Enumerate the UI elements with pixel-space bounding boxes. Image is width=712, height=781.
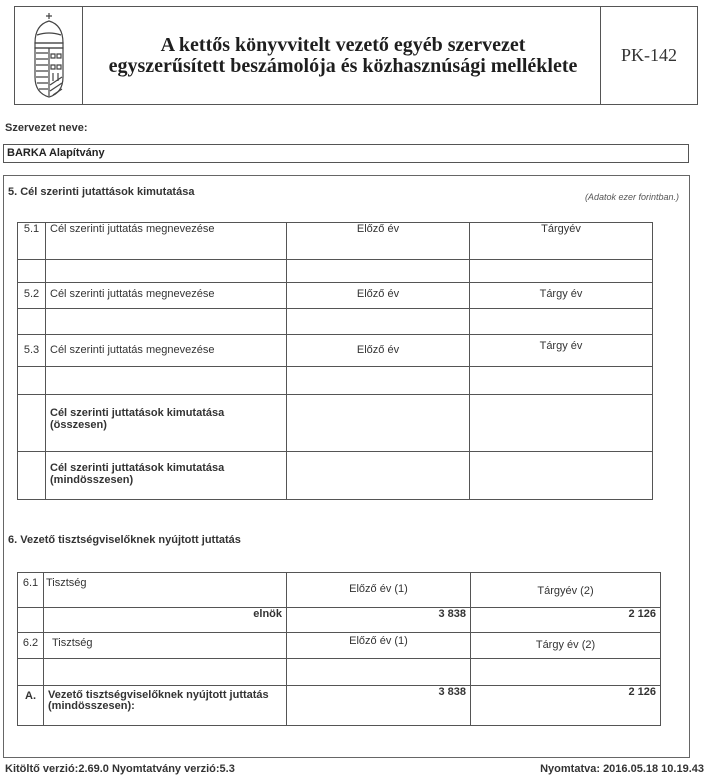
empty-cell (18, 395, 46, 452)
position-value[interactable] (44, 659, 287, 686)
position-value[interactable]: elnök (44, 608, 287, 633)
row-label: Cél szerinti juttatás megnevezése (46, 223, 287, 260)
table-row-6-2-values (18, 659, 661, 686)
form-code: PK-142 (600, 7, 697, 104)
total-curr-cell[interactable]: 2 126 (471, 686, 661, 726)
name-value-cell[interactable] (46, 260, 287, 283)
column-prev-year: Előző év (287, 223, 470, 260)
name-value-cell[interactable] (46, 367, 287, 395)
emblem-cell (15, 7, 83, 104)
empty-cell (18, 309, 46, 335)
total-prev-cell[interactable]: 3 838 (287, 686, 471, 726)
total-label: Vezető tisztségviselőknek nyújtott juttatás (mindösszesen): (44, 686, 287, 726)
column-prev-year: Előző év (287, 283, 470, 309)
table-row-6-total (18, 686, 661, 726)
empty-cell (18, 659, 44, 686)
row-number: 5.2 (18, 283, 46, 309)
row-label: Tisztség (44, 573, 287, 608)
curr-value-cell[interactable] (470, 260, 653, 283)
prev-value-cell[interactable] (287, 260, 470, 283)
version-info: Kitöltő verzió:2.69.0 Nyomtatvány verzió:5.3 (5, 763, 235, 775)
column-prev-year: Előző év (1) (287, 633, 471, 659)
prev-value-cell[interactable] (287, 659, 471, 686)
title-line-1: A kettős könyvvitelt vezető egyéb szervezet (160, 33, 526, 56)
column-current-year: Tárgy év (2) (471, 633, 661, 659)
hungarian-coat-of-arms-icon (15, 7, 83, 104)
total-label: Cél szerinti juttatások kimutatása (összesen) (46, 395, 287, 452)
empty-cell (18, 608, 44, 633)
row-number: 6.1 (18, 573, 44, 608)
row-number: 5.3 (18, 335, 46, 367)
row-label: Tisztség (44, 633, 287, 659)
prev-value-cell[interactable]: 3 838 (287, 608, 471, 633)
empty-cell (18, 260, 46, 283)
organization-name-field[interactable]: BARKA Alapítvány (3, 144, 689, 163)
total-prev-cell[interactable] (287, 395, 470, 452)
table-row-5-grand-total (18, 452, 653, 500)
row-number: 5.1 (18, 223, 46, 260)
table-row-5-total (18, 395, 653, 452)
total-curr-cell[interactable] (470, 395, 653, 452)
title-line-2: egyszerűsített beszámolója és közhasznúsági melléklete (108, 54, 578, 77)
row-number: 6.2 (18, 633, 44, 659)
curr-value-cell[interactable] (470, 309, 653, 335)
table-row-6-1-values (18, 608, 661, 633)
grand-total-curr-cell[interactable] (470, 452, 653, 500)
grand-total-prev-cell[interactable] (287, 452, 470, 500)
column-current-year: Tárgy év (470, 335, 653, 367)
table-row-5-1-values (18, 260, 653, 283)
organization-label: Szervezet neve: (5, 122, 88, 134)
grand-total-label: Cél szerinti juttatások kimutatása (mindösszesen) (46, 452, 287, 500)
prev-value-cell[interactable] (287, 309, 470, 335)
prev-value-cell[interactable] (287, 367, 470, 395)
form-header (14, 6, 698, 105)
table-row-5-1-header (18, 223, 653, 260)
unit-note: (Adatok ezer forintban.) (584, 192, 679, 202)
table-row-6-1-header (18, 573, 661, 608)
table-row-5-2-header (18, 283, 653, 309)
table-row-6-2-header (18, 633, 661, 659)
print-timestamp: Nyomtatva: 2016.05.18 10.19.43 (540, 763, 704, 775)
curr-value-cell[interactable]: 2 126 (471, 608, 661, 633)
section-6-table (17, 572, 661, 726)
empty-cell (18, 367, 46, 395)
column-prev-year: Előző év (287, 335, 470, 367)
name-value-cell[interactable] (46, 309, 287, 335)
row-label: Cél szerinti juttatás megnevezése (46, 335, 287, 367)
table-row-5-3-header (18, 335, 653, 367)
table-row-5-3-values (18, 367, 653, 395)
empty-cell (18, 452, 46, 500)
column-prev-year: Előző év (1) (287, 573, 471, 608)
section-6-title: 6. Vezető tisztségviselőknek nyújtott juttatás (8, 534, 241, 546)
row-number: A. (18, 686, 44, 726)
curr-value-cell[interactable] (471, 659, 661, 686)
column-current-year: Tárgyév (2) (471, 573, 661, 608)
row-label: Cél szerinti juttatás megnevezése (46, 283, 287, 309)
column-current-year: Tárgyév (470, 223, 653, 260)
column-current-year: Tárgy év (470, 283, 653, 309)
section-5-title: 5. Cél szerinti jutattások kimutatása (8, 186, 195, 198)
curr-value-cell[interactable] (470, 367, 653, 395)
table-row-5-2-values (18, 309, 653, 335)
form-title (83, 7, 603, 104)
section-5-table (17, 222, 653, 500)
